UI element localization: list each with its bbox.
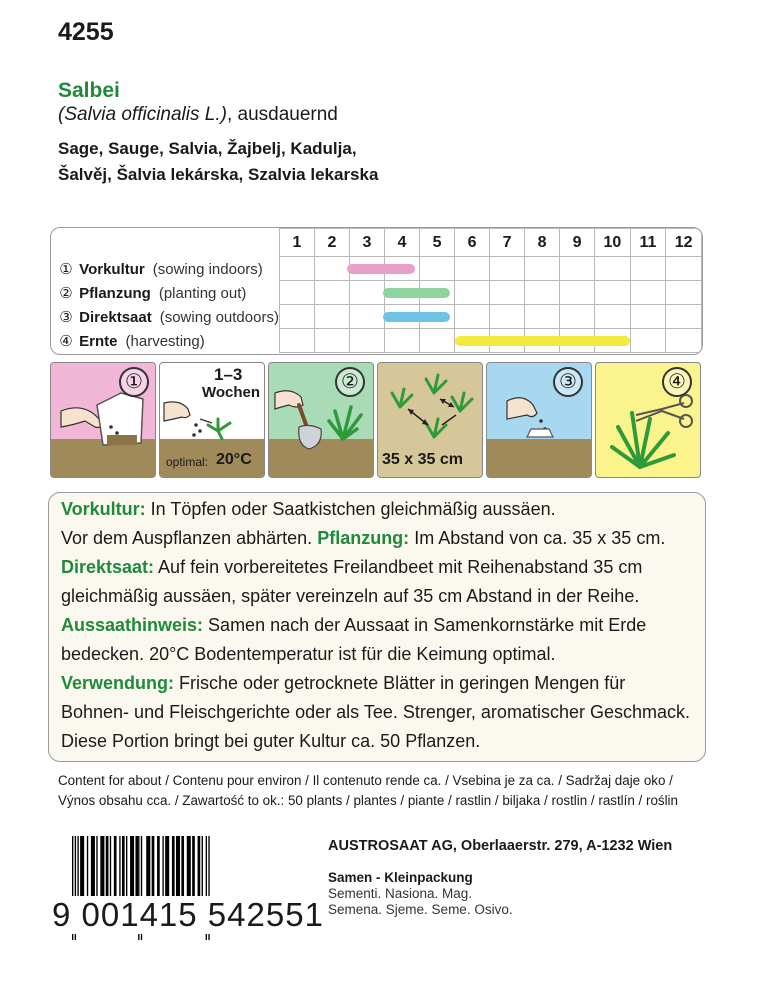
calendar-cell	[349, 305, 384, 329]
calendar-cell	[525, 281, 560, 305]
verwendung-label: Verwendung:	[61, 673, 175, 693]
calendar-cell	[666, 305, 702, 329]
pflanzung-label: Pflanzung:	[317, 528, 410, 548]
calendar-cell	[595, 305, 631, 329]
calendar-cell	[455, 305, 490, 329]
calendar-cell	[560, 305, 595, 329]
latin-name: (Salvia officinalis L.)	[58, 104, 227, 125]
content-line-1: Content for about / Contenu pour environ / Il contenuto rende ca. / Vsebina je za ca. / Sadržaj daje oko /	[58, 773, 673, 788]
calendar-row-label	[51, 305, 279, 329]
calendar-row-label	[51, 257, 279, 281]
common-names-line-2: Šalvěj, Šalvia lekárska, Szalvia lekarska	[58, 165, 379, 184]
latin-name-line	[58, 104, 338, 126]
row-number: ③	[59, 308, 73, 326]
pictogram-strip	[50, 362, 701, 478]
month-header-12: 12	[666, 229, 702, 257]
panel-sowing-indoors	[50, 362, 156, 478]
row-number: ①	[59, 260, 73, 278]
row-label: Vorkultur	[79, 260, 145, 278]
panel-sowing-outdoors	[486, 362, 592, 478]
calendar-cell	[279, 281, 314, 305]
vorkultur-text: In Töpfen oder Saatkistchen gleichmäßig aussäen.	[145, 499, 556, 519]
calendar-cell	[560, 257, 595, 281]
calendar-cell	[560, 281, 595, 305]
calendar-cell	[279, 305, 314, 329]
aussaathinweis-label: Aussaathinweis:	[61, 615, 204, 635]
row-label: Ernte	[79, 332, 118, 350]
month-header-1: 1	[279, 229, 314, 257]
product-code: 4255	[58, 18, 114, 46]
panel-harvesting	[595, 362, 701, 478]
calendar-cell	[314, 329, 349, 353]
calendar-cell	[420, 329, 455, 353]
calendar-cell	[666, 281, 702, 305]
calendar-cell	[349, 329, 384, 353]
calendar-cell	[666, 257, 702, 281]
step-number-2: ②	[335, 367, 365, 397]
panel-germination	[159, 362, 265, 478]
common-names-line-1: Sage, Sauge, Salvia, Žajbelj, Kadulja,	[58, 139, 357, 158]
calendar-cell	[279, 329, 314, 353]
month-header-7: 7	[490, 229, 525, 257]
aussaathinweis-text: Samen nach der Aussaat in Samenkornstärke mit Erde	[203, 615, 647, 635]
calendar-cell	[490, 281, 525, 305]
calendar-cell	[630, 281, 666, 305]
pflanzung-text: Im Abstand von ca. 35 x 35 cm.	[409, 528, 666, 548]
verwendung-text: Frische oder getrocknete Blätter in geringen Mengen für	[174, 673, 626, 693]
weeks-range: 1–3	[214, 365, 243, 384]
instructions-line-3	[61, 553, 642, 582]
optimal-label: optimal:	[166, 455, 209, 469]
calendar-cell	[314, 281, 349, 305]
growing-instructions	[48, 492, 706, 762]
step-number-3: ③	[553, 367, 583, 397]
calendar-table	[51, 228, 702, 353]
weeks-label: Wochen	[202, 384, 261, 401]
hardening-text: Vor dem Auspflanzen abhärten.	[61, 528, 318, 548]
calendar-row-label	[51, 281, 279, 305]
package-type: Samen - Kleinpackung	[328, 870, 473, 885]
row-label: Direktsaat	[79, 308, 152, 326]
calendar-cell	[455, 281, 490, 305]
calendar-cell	[420, 257, 455, 281]
barcode-number: 9 001415 542551	[52, 896, 324, 933]
row-english: (sowing outdoors)	[159, 308, 279, 326]
instructions-line-4: gleichmäßig aussäen, später vereinzeln auf 35 cm Abstand in der Reihe.	[61, 586, 640, 606]
season-bar	[383, 312, 451, 322]
row-number: ②	[59, 284, 73, 302]
calendar-cell	[490, 305, 525, 329]
optimal-temperature: 20°C	[216, 451, 252, 468]
seed-translations-line-2: Semena. Sjeme. Seme. Osivo.	[328, 902, 513, 917]
calendar-cell	[490, 257, 525, 281]
calendar-cell	[630, 329, 666, 353]
calendar-cell	[314, 257, 349, 281]
row-number: ④	[59, 332, 73, 350]
calendar-cell	[595, 257, 631, 281]
seed-translations-line-1: Sementi. Nasiona. Mag.	[328, 886, 473, 901]
calendar-row	[51, 305, 702, 329]
calendar-cell	[630, 305, 666, 329]
calendar-cell	[525, 257, 560, 281]
month-header-5: 5	[420, 229, 455, 257]
calendar-cell	[666, 329, 702, 353]
row-label: Pflanzung	[79, 284, 151, 302]
calendar-row	[51, 281, 702, 305]
vorkultur-label: Vorkultur:	[61, 499, 146, 519]
instructions-line-7	[61, 669, 625, 698]
product-title: Salbei	[58, 79, 120, 102]
step-number-1: ①	[119, 367, 149, 397]
calendar-cell	[595, 281, 631, 305]
spacing-label: 35 x 35 cm	[382, 451, 463, 468]
calendar-cell	[385, 329, 420, 353]
month-header-4: 4	[385, 229, 420, 257]
instructions-line-5	[61, 611, 646, 640]
calendar-cell	[525, 305, 560, 329]
row-english: (planting out)	[158, 284, 247, 302]
content-amount	[58, 771, 678, 811]
panel-spacing	[377, 362, 483, 478]
instructions-line-9: Diese Portion bringt bei guter Kultur ca. 50 Pflanzen.	[61, 731, 481, 751]
month-header-3: 3	[349, 229, 384, 257]
calendar-cell	[349, 281, 384, 305]
instructions-line-2	[61, 524, 665, 553]
sowing-calendar	[50, 227, 703, 355]
company-address: AUSTROSAAT AG, Oberlaaerstr. 279, A-1232 Wien	[328, 838, 673, 854]
instructions-line-8: Bohnen- und Fleischgerichte oder als Tee. Strenger, aromatischer Geschmack.	[61, 702, 690, 722]
season-bar	[455, 336, 631, 346]
month-header-6: 6	[455, 229, 490, 257]
season-bar	[347, 264, 415, 274]
direktsaat-label: Direktsaat:	[61, 557, 155, 577]
content-line-2: Výnos obsahu cca. / Zawartość to ok.: 50 plants / plantes / piante / rastlin / biljaka / rostlin / rastlín / roślin	[58, 793, 678, 808]
row-english: (harvesting)	[125, 332, 205, 350]
calendar-cell	[455, 257, 490, 281]
panel-planting-out	[268, 362, 374, 478]
month-header-10: 10	[595, 229, 631, 257]
season-bar	[383, 288, 451, 298]
direktsaat-text: Auf fein vorbereitetes Freilandbeet mit Reihenabstand 35 cm	[154, 557, 643, 577]
row-english: (sowing indoors)	[152, 260, 263, 278]
month-header-2: 2	[314, 229, 349, 257]
seed-translations	[328, 886, 513, 918]
instructions-line-1	[61, 495, 556, 524]
perennial-note: , ausdauernd	[226, 104, 338, 125]
step-number-4: ④	[662, 367, 692, 397]
instructions-line-6: bedecken. 20°C Bodentemperatur ist für die Keimung optimal.	[61, 644, 556, 664]
calendar-row-label	[51, 329, 279, 353]
month-header-11: 11	[630, 229, 666, 257]
month-header-9: 9	[560, 229, 595, 257]
month-header-row	[51, 229, 702, 257]
calendar-cell	[630, 257, 666, 281]
month-header-8: 8	[525, 229, 560, 257]
calendar-cell	[314, 305, 349, 329]
common-names	[58, 136, 378, 188]
calendar-cell	[279, 257, 314, 281]
